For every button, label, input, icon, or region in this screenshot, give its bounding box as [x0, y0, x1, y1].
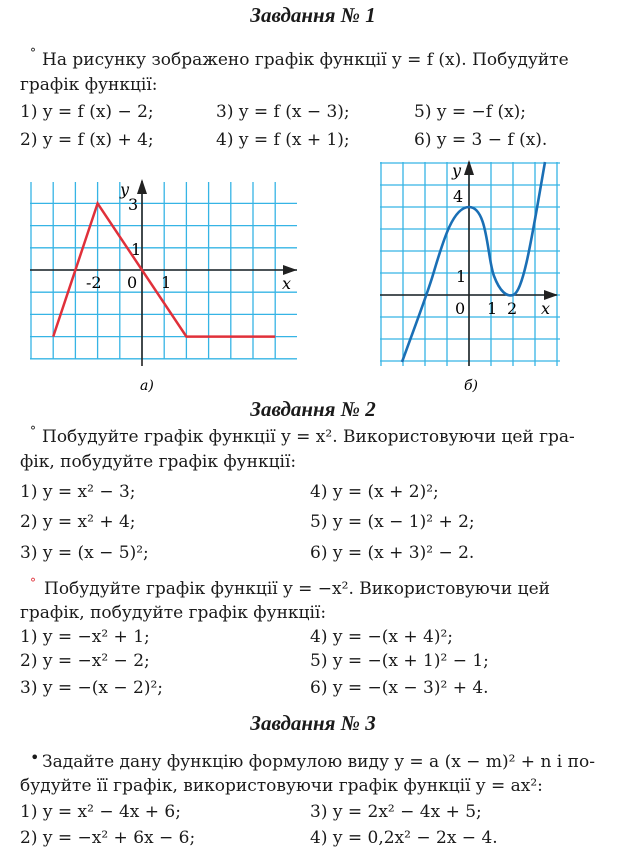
task3-intro-line1: Задайте дану функцію формулою виду y = a (x − m)² + n і по- [42, 752, 595, 772]
bullet-mark: ° [30, 46, 36, 60]
graph-b-y-label: y [452, 161, 462, 180]
graph-b-tick-2x: 2 [507, 299, 518, 318]
graph-b-caption: б) [464, 378, 479, 394]
task1-intro-line2: графік функції: [20, 75, 158, 95]
task2-item: 3) y = (x − 5)²; [20, 543, 149, 563]
task2-intro-line1: Побудуйте графік функції y = x². Використовуючи цей гра- [42, 427, 575, 447]
task2-intro-line4: графік, побудуйте графік функції: [20, 603, 327, 623]
graph-a-caption: а) [140, 378, 154, 394]
graph-b-grid [380, 162, 560, 366]
bullet-mark: ° [30, 576, 36, 590]
task2-item: 2) y = −x² − 2; [20, 651, 150, 671]
task1-item: 2) y = f (x) + 4; [20, 130, 154, 150]
task2-item: 5) y = (x − 1)² + 2; [310, 512, 475, 532]
task1-intro-line1: На рисунку зображено графік функції y = f (x). Побудуйте [42, 50, 569, 70]
task1-item: 5) y = −f (x); [414, 102, 527, 122]
task1-item: 1) y = f (x) − 2; [20, 102, 154, 122]
task2-item: 6) y = −(x − 3)² + 4. [310, 678, 489, 698]
task3-item: 1) y = x² − 4x + 6; [20, 802, 181, 822]
task2-item: 6) y = (x + 3)² − 2. [310, 543, 475, 563]
graph-a-y-label: y [120, 180, 130, 199]
graph-a-tick-0: 0 [127, 273, 138, 292]
task2-item: 4) y = −(x + 4)²; [310, 627, 454, 647]
bullet-mark: ° [30, 424, 36, 438]
task3-item: 3) y = 2x² − 4x + 5; [310, 802, 482, 822]
graph-b-tick-1y: 1 [456, 267, 467, 286]
task2-intro-line2: фік, побудуйте графік функції: [20, 452, 297, 472]
task3-intro-line2: будуйте її графік, використовуючи графік функції y = ax²: [20, 776, 543, 796]
graph-a-tick-1x: 1 [161, 273, 172, 292]
task1-item: 3) y = f (x − 3); [216, 102, 350, 122]
graph-a-tick-1y: 1 [131, 240, 142, 259]
graph-b-x-label: x [541, 299, 551, 318]
bullet-mark: • [30, 748, 40, 767]
graph-b-y-arrow [464, 160, 474, 175]
task2-item: 1) y = −x² + 1; [20, 627, 150, 647]
task2-item: 5) y = −(x + 1)² − 1; [310, 651, 489, 671]
task3-title: Завдання № 3 [250, 711, 376, 735]
task2-item: 4) y = (x + 2)²; [310, 482, 439, 502]
graph-b-function-curve [402, 162, 545, 362]
task2-title: Завдання № 2 [250, 397, 376, 421]
graph-a-tick-3: 3 [128, 195, 139, 214]
graph-b-tick-0: 0 [455, 299, 466, 318]
task2-item: 3) y = −(x − 2)²; [20, 678, 164, 698]
task1-item: 4) y = f (x + 1); [216, 130, 350, 150]
graph-a-y-arrow [137, 179, 147, 194]
task2-item: 1) y = x² − 3; [20, 482, 136, 502]
task2-item: 2) y = x² + 4; [20, 512, 136, 532]
graph-a-x-label: x [282, 274, 292, 293]
graph-b-tick-1x: 1 [487, 299, 498, 318]
task1-title: Завдання № 1 [250, 3, 376, 27]
graph-a-tick-m2: -2 [86, 273, 102, 292]
task3-item: 4) y = 0,2x² − 2x − 4. [310, 828, 498, 848]
graph-b-tick-4: 4 [453, 187, 464, 206]
task1-item: 6) y = 3 − f (x). [414, 130, 548, 150]
task3-item: 2) y = −x² + 6x − 6; [20, 828, 196, 848]
task2-intro-line3: Побудуйте графік функції y = −x². Використовуючи цей [44, 579, 550, 599]
